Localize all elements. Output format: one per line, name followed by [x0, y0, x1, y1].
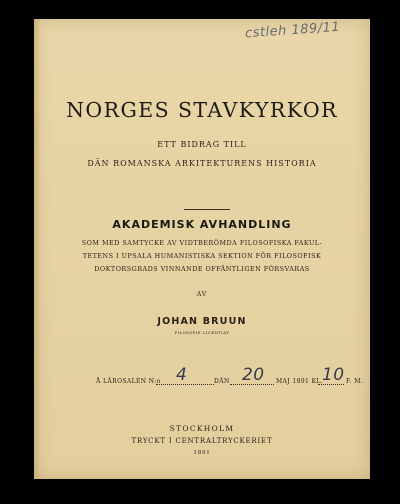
divider-rule	[184, 209, 230, 210]
room-number: 4	[176, 365, 188, 385]
author-title: FILOSOFIE LICENTIAT	[174, 331, 230, 335]
description-line-3: DOKTORSGRADS VINNANDE OFFÄNTLIGEN FÖRSVARAS	[94, 265, 310, 273]
book-title: NORGES STAVKYRKOR	[66, 98, 338, 122]
by-label: AV	[196, 291, 208, 298]
thesis-heading: AKADEMISK AVHANDLING	[112, 218, 292, 231]
imprint-printer: TRYCKT I CENTRALTRYCKERIET	[131, 437, 273, 445]
author-name: JOHAN BRUUN	[157, 316, 247, 327]
imprint-city: STOCKHOLM	[169, 424, 235, 433]
day-number: 20	[242, 365, 265, 385]
title-page	[34, 19, 370, 479]
time-suffix: F. M.	[346, 378, 364, 385]
day-label: DÄN	[214, 378, 230, 385]
subtitle-line-2: DÄN ROMANSKA ARKITEKTURENS HISTORIA	[87, 159, 317, 168]
description-line-2: TETENS I UPSALA HUMANISTISKA SEKTION FÖR FILOSOFISK	[82, 252, 322, 260]
imprint	[34, 423, 370, 459]
description-line-1: SOM MED SAMTYCKE AV VIDTBERÖMDA FILOSOFISKA FAKUL-	[81, 239, 323, 247]
imprint-year: 1891	[193, 450, 211, 456]
hour-number: 10	[322, 365, 345, 385]
dateline-prefix: Å LÄROSALEN N:o	[96, 378, 161, 385]
subtitle-line-1: ETT BIDRAG TILL	[157, 140, 247, 149]
thesis-description	[34, 237, 370, 276]
month-year: MAJ 1891 KL.	[276, 378, 324, 385]
defense-dateline	[96, 357, 362, 387]
subtitle	[34, 135, 370, 173]
handwritten-annotation: cstleh 189/11	[244, 19, 341, 42]
